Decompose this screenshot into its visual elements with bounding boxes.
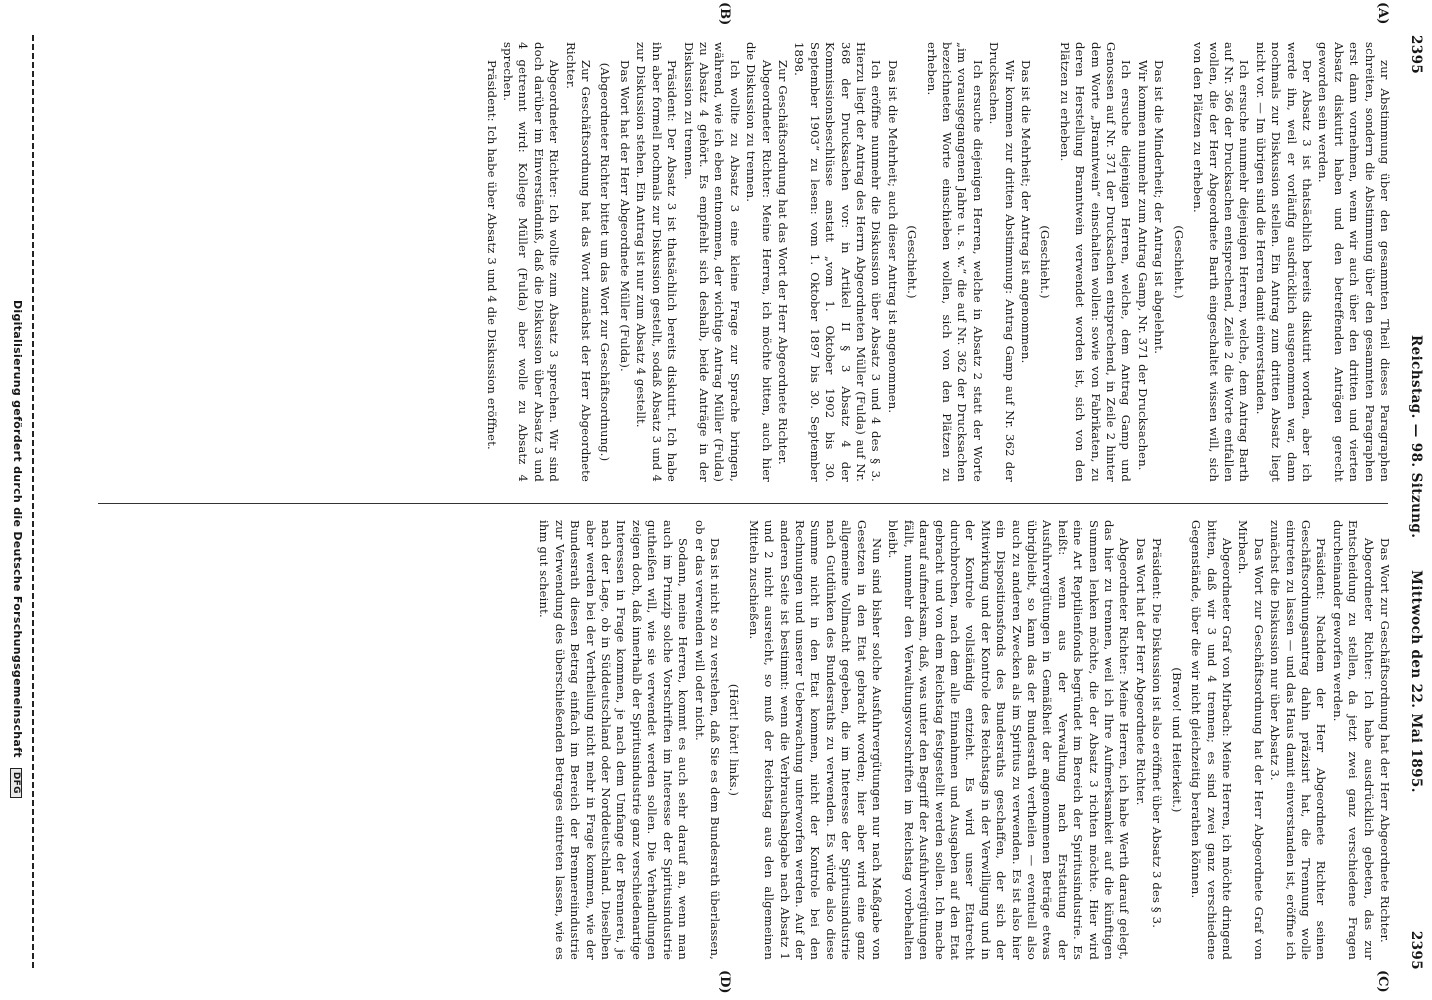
paragraph: Abgeordneter Richter: Ich habe ausdrücklich gebeten, das zur Entscheidung zu stellen, da jetzt zwei ganz verschiedene Fragen durcheinander geworfen werden. [1330,520,1376,960]
paragraph: (Hört! hört! links.) [727,683,742,797]
margin-marker-b: (B) [717,2,732,26]
paragraph: Wir kommen zur dritten Abstimmung: Antrag Gamp auf Nr. 362 der Drucksachen. [987,42,1017,482]
paragraph: Das ist die Mehrheit; auch dieser Antrag ist angenommen. [885,60,900,414]
bottom-rule [32,35,34,970]
digitization-text: Digitalisierung gefördert durch die Deutsche Forschungsgemeinschaft [11,300,24,758]
paragraph: (Geschieht.) [1038,225,1053,299]
text-column-right [92,520,1392,960]
paragraph: zur Abstimmung über den gesammten Theil dieses Paragraphen schreiten, sondern die Abstimmung über den gesammten Paragraphen erst dann vornehmen, wenn wir auch über den dritten und vierten Absatz diskutirt haben und den betreffenden Anträgen gerecht geworden sein werden. [1316,42,1392,482]
paragraph: Das Wort hat der Herr Abgeordnete Müller (Fulda). [617,60,632,372]
session-title: Reichstag. — 98. Sitzung. [1408,335,1424,539]
paragraph: Ich ersuche nunmehr diejenigen Herren, welche, dem Antrag Barth auf Nr. 366 der Drucksachen entsprechend, Zeile 2 die Worte entfallen wollen, die der Herr Abgeordnete Barth eingeschaltet wissen will, sich von den Plätzen zu erheben. [1191,42,1252,482]
paragraph: Abgeordneter Richter: Meine Herren, ich möchte bitten, auch hier die Diskussion zu trennen. [744,42,774,482]
page-number-left: 2395 [1408,35,1424,75]
digitization-notice [6,300,24,1000]
margin-marker-d: (D) [717,970,732,994]
paragraph: (Abgeordneter Richter bittet um das Wort zur Geschäftsordnung.) [598,62,613,462]
page-number-right: 2395 [1408,930,1424,970]
paragraph: Abgeordneter Richter: Ich wollte zum Absatz 3 sprechen. Wir sind doch darüber im Einverständniß, daß die Diskussion über Absatz 3 und 4 getrennt wird: Kollege Müller (Fulda) aber wolle zu Absatz 4 sprechen. [501,42,562,482]
paragraph: Abgeordneter Graf von Mirbach: Meine Herren, ich möchte dringend bitten, daß wir 3 und 4 trennen; es sind zwei ganz verschiedene Gegenstände, über die wir nicht gleichzeitig berathen können. [1189,520,1234,960]
paragraph: Ich eröffne nunmehr die Diskussion über Absatz 3 und 4 des § 3. Hierzu liegt der Antrag des Herrn Abgeordneten Müller (Fulda) auf Nr. 368 der Drucksachen vor: in Artikel II § 3 Absatz 4 der Kommissionsbeschlüsse anstatt „vom 1. Oktober 1902 bis 30. September 1903“ zu lesen: vom 1. Oktober 1897 bis 30. September 1898. [792,42,884,482]
session-date: Mittwoch den 22. Mai 1895. [1408,570,1424,793]
paragraph: Das ist die Minderheit; der Antrag ist abgelehnt. [1152,60,1167,355]
paragraph: (Geschieht.) [905,225,920,299]
paragraph: Präsident: Die Diskussion ist also eröffnet über Absatz 3 des § 3. [1150,538,1165,929]
paragraph: Das ist die Mehrheit; der Antrag ist angenommen. [1019,60,1034,364]
paragraph: (Bravo! und Heiterkeit.) [1169,667,1184,813]
paragraph: Das ist nicht so zu verstehen, daß Sie es dem Bundesrath überlassen, ob er das verwenden will oder nicht. [692,520,722,960]
paragraph: Präsident: Ich habe über Absatz 3 und 4 die Diskussion eröffnet. [484,60,499,450]
page-header [1400,35,1424,970]
paragraph: Abgeordneter Richter: Meine Herren, ich habe Werth darauf gelegt, das hier zu trennen, weil ich Ihre Aufmerksamkeit auf die künftigen Summen lenken möchte, die der Absatz 3 richten möchte. Hier wird eine Art Reptilienfonds begründet im Bereich der Spiritusindustrie. Es heißt: wenn aus der Verwaltung nach Erstattung der Ausfuhrvergütungen in Gemäßheit der angenommenen Beträge etwas übrigbleibt, so kann das der Bundesrath vertheilen — eventuell also auch zu anderen Zwecken als im Spiritus zu verwenden. Es ist also hier ein Dispositionsfonds des Bundesraths geschaffen, der sich der Mitwirkung und der Kontrole des Reichstags in der Verwilligung und in der Kontrole vollständig entzieht. Es wird unser Etatrecht durchbrochen, nach dem alle Einnahmen und Ausgaben auf den Etat gebracht und von dem Reichstag festgestellt werden sollen. Ich mache darauf aufmerksam, daß, was unter den Begriff der Ausfuhrvergütungen fällt, nunmehr den Verwaltungsvorschriften im Reichstag vorbehalten bleibt. [886,520,1132,960]
paragraph: Das Wort zur Geschäftsordnung hat der Herr Abgeordnete Richter. [1378,538,1392,943]
margin-marker-c: (C) [1375,970,1390,993]
paragraph: Ich ersuche diejenigen Herren, welche in Absatz 2 statt der Worte „im vorausgegangenen Jahre u. s. w.“ die auf Nr. 362 der Drucksachen bezeichneten Worte einschieben wollen, sich von den Plätzen zu erheben. [924,42,985,482]
paragraph: Sodann, meine Herren, kommt es auch sehr darauf an, wenn man auch im Prinzip solche Vorschriften im Interesse der Spiritusindustrie gutheißen will, wie sie verwendet werden sollen. Die Verhandlungen zeigen doch, daß innerhalb der Spiritusindustrie ganz verschiedenartige Interessen in Frage kommen, je nach dem Umfange der Brennerei, je nach der Lage, ob in Süddeutschland oder Norddeutschland. Dieselben aber werden bei der Vertheilung nicht mehr in Frage kommen, wie der Bundesrath diesen Betrag einfach im Bereich der Brennereiindustrie zur Verwendung des überschießenden Betrages eintreten lassen, wie es ihm gut scheint. [537,520,691,960]
paragraph: Wir kommen nunmehr zum Antrag Gamp, Nr. 371 der Drucksachen. [1135,60,1150,471]
paragraph: Ich ersuche diejenigen Herren, welche, dem Antrag Gamp und Genossen auf Nr. 371 der Drucksachen entsprechend, in Zeile 2 hinter dem Worte „Branntwein“ einschalten wollen: sowie von Fabrikaten, zu deren Herstellung Branntwein verwendet worden ist, sich von den Plätzen zu erheben. [1057,42,1134,482]
margin-marker-a: (A) [1375,2,1390,25]
text-column-left [92,42,1392,482]
paragraph: Nun sind bisher solche Ausfuhrvergütungen nur nach Maßgabe von Gesetzen in den Etat gebracht worden; hier aber wird eine ganz allgemeine Vollmacht gegeben, die im Interesse der Spiritusindustrie nach Gutdünken des Bundesraths zu verwenden. Es würde also diese Summe nicht in den Etat kommen, nicht der Kontrole bei den Rechnungen und unserer Ueberwachung unterworfen werden. Auf der anderen Seite ist bestimmt: wenn die Verbrauchsabgabe nach Absatz 1 und 2 nicht ausreicht, so muß der Reichstag aus den allgemeinen Mitteln zuschießen. [746,520,884,960]
paragraph: (Geschieht.) [1171,225,1186,299]
paragraph: Das Wort hat der Herr Abgeordnete Richter. [1133,538,1148,806]
paragraph: Das Wort zur Geschäftsordnung hat der Herr Abgeordnete Graf von Mirbach. [1236,520,1266,960]
paragraph: Präsident: Nachdem der Herr Abgeordnete Richter seinen Geschäftsordnungsantrag dahin präzisirt hat, die Trennung wolle eintreten zu lassen — und das Haus damit einverstanden ist, eröffne ich zunächst die Diskussion nur über Absatz 3. [1268,520,1329,960]
paragraph: Ich wollte zu Absatz 3 eine kleine Frage zur Sprache bringen, während, wie ich eben entnommen, der wichtige Antrag Müller (Fulda) zu Absatz 4 gehört. Es empfiehlt sich deshalb, beide Anträge in der Diskussion zu trennen. [681,42,742,482]
paragraph: Zur Geschäftsordnung hat das Wort der Herr Abgeordnete Richter. [775,60,790,465]
dfg-logo: DFG [10,768,22,798]
column-divider [98,503,1388,504]
paragraph: Zur Geschäftsordnung hat das Wort zunächst der Herr Abgeordnete Richter. [563,42,594,482]
paragraph: Der Absatz 3 ist thatsächlich bereits diskutirt worden, aber ich werde ihn, weil er vorläufig ausdrücklich ausgenommen war, dann nochmals zur Diskussion stellen. Ein Antrag zum dritten Absatz liegt nicht vor. — Im übrigen sind die Herren damit einverstanden. [1253,42,1314,482]
paragraph: Präsident: Der Absatz 3 ist thatsächlich bereits diskutirt. Ich habe ihn aber formell nochmals zur Diskussion gestellt, sodaß Absatz 3 und 4 zur Diskussion stehen. Ein Antrag ist nur zum Absatz 4 gestellt. [634,42,680,482]
